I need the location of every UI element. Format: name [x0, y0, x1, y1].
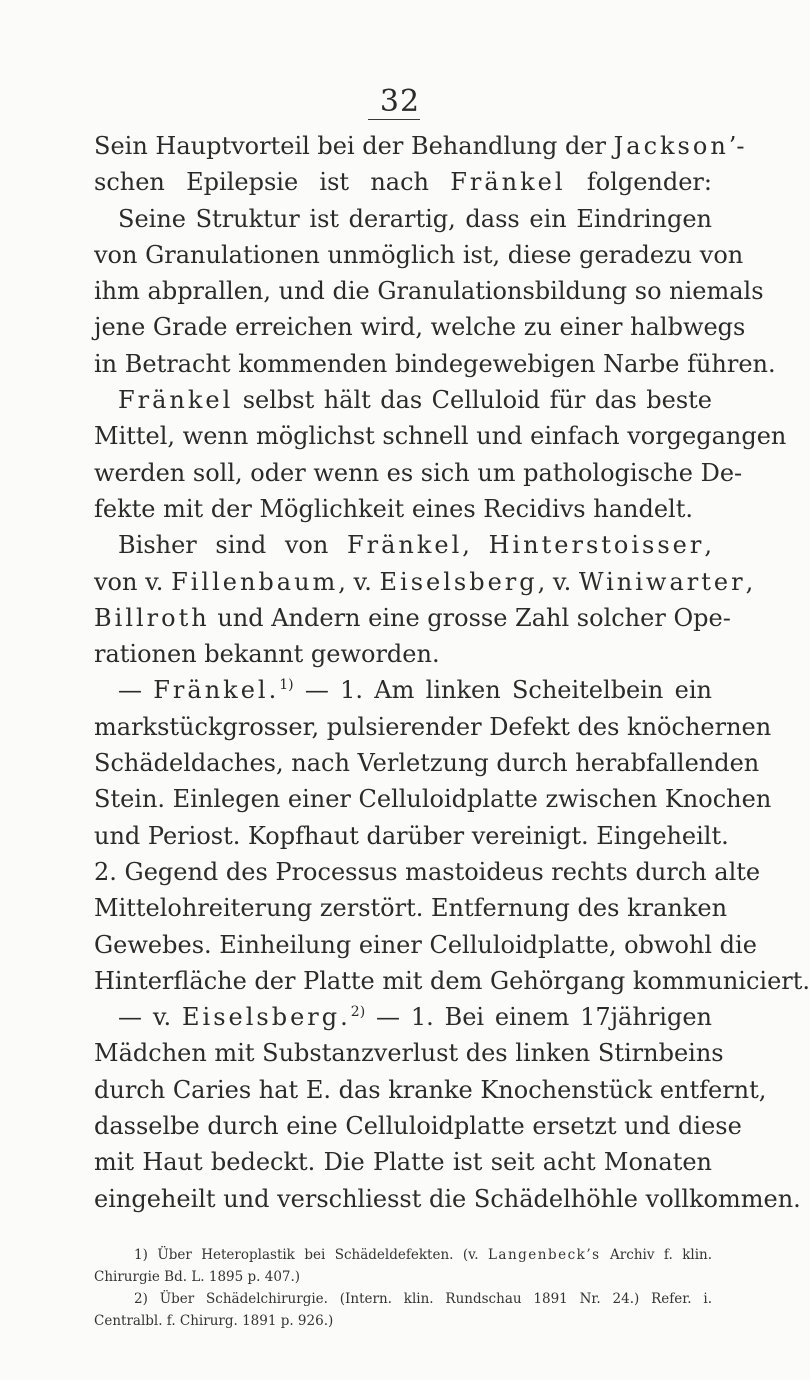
footnote-ref: 1)	[279, 677, 294, 694]
text-line: in Betracht kommenden bindegewebigen Narbe führen.	[94, 349, 776, 378]
text-line: mit Haut bedeckt. Die Platte ist seit acht Monaten	[94, 1148, 712, 1177]
footnote-line: Centralbl. f. Chirurg. 1891 p. 926.)	[94, 1313, 334, 1329]
text-line: markstückgrosser, pulsierender Defekt des knöchernen	[94, 712, 772, 741]
text-line: Billroth und Andern eine grosse Zahl solcher Ope-	[94, 603, 731, 632]
footnote-line: Chirurgie Bd. L. 1895 p. 407.)	[94, 1269, 301, 1285]
text-line: ihm abprallen, und die Granulationsbildung so niemals	[94, 277, 764, 306]
text-line: — v. Eiselsberg.$^{2)}$ — 1. Bei einem 17jährigen	[118, 1003, 712, 1032]
footnote-ref: 2)	[350, 1004, 366, 1021]
text-line: 2. Gegend des Processus mastoideus rechts durch alte	[94, 857, 761, 886]
text-line: fekte mit der Möglichkeit eines Recidivs handelt.	[94, 494, 693, 523]
text-line: Stein. Einlegen einer Celluloidplatte zwischen Knochen	[94, 785, 772, 814]
text-line: dasselbe durch eine Celluloidplatte ersetzt und diese	[94, 1112, 742, 1141]
text-line: Mittelohreiterung zerstört. Entfernung des kranken	[94, 894, 728, 923]
text-line: schen Epilepsie ist nach Fränkel folgender:	[94, 168, 712, 197]
text-line: und Periost. Kopfhaut darüber vereinigt. Eingeheilt.	[94, 821, 729, 850]
footnote-line: 1) Über Heteroplastik bei Schädeldefekten. (v. Langenbeck’s Archiv f. klin.	[134, 1247, 712, 1263]
text-line: jene Grade erreichen wird, welche zu einer halbwegs	[94, 313, 746, 342]
text-line: Schädeldaches, nach Verletzung durch herabfallenden	[94, 749, 760, 778]
text-line: durch Caries hat E. das kranke Knochenstück entfernt,	[94, 1075, 767, 1104]
text-line: rationen bekannt geworden.	[94, 640, 440, 669]
page-number: 32	[379, 84, 421, 119]
text-line: Fränkel selbst hält das Celluloid für das beste	[118, 386, 712, 415]
text-line: — Fränkel.$^{1)}$ — 1. Am linken Scheitelbein ein	[118, 676, 712, 705]
text-line: von Granulationen unmöglich ist, diese geradezu von	[94, 240, 744, 269]
text-line: Sein Hauptvorteil bei der Behandlung der Jackson’-	[94, 132, 745, 160]
footnotes	[94, 1244, 712, 1332]
text-line: werden soll, oder wenn es sich um pathologische De-	[94, 458, 743, 487]
text-line: Seine Struktur ist derartig, dass ein Eindringen	[118, 204, 712, 233]
page-number-rule	[368, 119, 420, 120]
text-line: von v. Fillenbaum, v. Eiselsberg, v. Winiwarter,	[94, 567, 754, 596]
body-text	[94, 128, 810, 1217]
text-line: Mädchen mit Substanzverlust des linken Stirnbeins	[94, 1039, 724, 1068]
footnote-line: 2) Über Schädelchirurgie. (Intern. klin. Rundschau 1891 Nr. 24.) Refer. i.	[134, 1291, 712, 1307]
text-line: Hinterfläche der Platte mit dem Gehörgang kommuniciert.	[94, 966, 810, 995]
text-line: Mittel, wenn möglichst schnell und einfach vorgegangen	[94, 422, 787, 451]
text-line: eingeheilt und verschliesst die Schädelhöhle vollkommen.	[94, 1184, 801, 1213]
text-line: Bisher sind von Fränkel, Hinterstoisser,	[118, 531, 712, 560]
text-line: Gewebes. Einheilung einer Celluloidplatte, obwohl die	[94, 930, 757, 959]
